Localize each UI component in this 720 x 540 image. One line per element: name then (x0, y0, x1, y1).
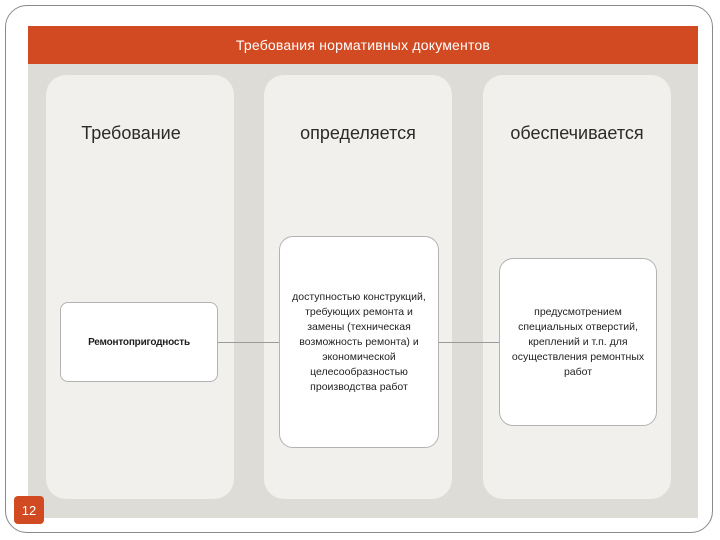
column-heading-determined: определяется (300, 123, 416, 143)
column-requirement (46, 75, 234, 499)
requirement-text: Ремонтопригодность (88, 336, 190, 348)
column-heading-requirement: Требование (81, 123, 181, 143)
determined-box (279, 236, 439, 448)
slide-number: 12 (14, 496, 44, 524)
slide-title: Требования нормативных документов (28, 26, 698, 64)
ensured-text: предусмотрением специальных отверстий, креплений и т.п. для осуществления ремонтных работ (511, 305, 645, 378)
connector-line (439, 342, 499, 343)
connector-line (218, 342, 279, 343)
requirement-box (60, 302, 218, 382)
determined-text: доступностью конструкций, требующих ремонта и замены (техническая возможность ремонта) и экономической целесообразностью производства работ (292, 290, 426, 393)
column-heading-ensured: обеспечивается (510, 123, 644, 143)
ensured-box (499, 258, 657, 426)
